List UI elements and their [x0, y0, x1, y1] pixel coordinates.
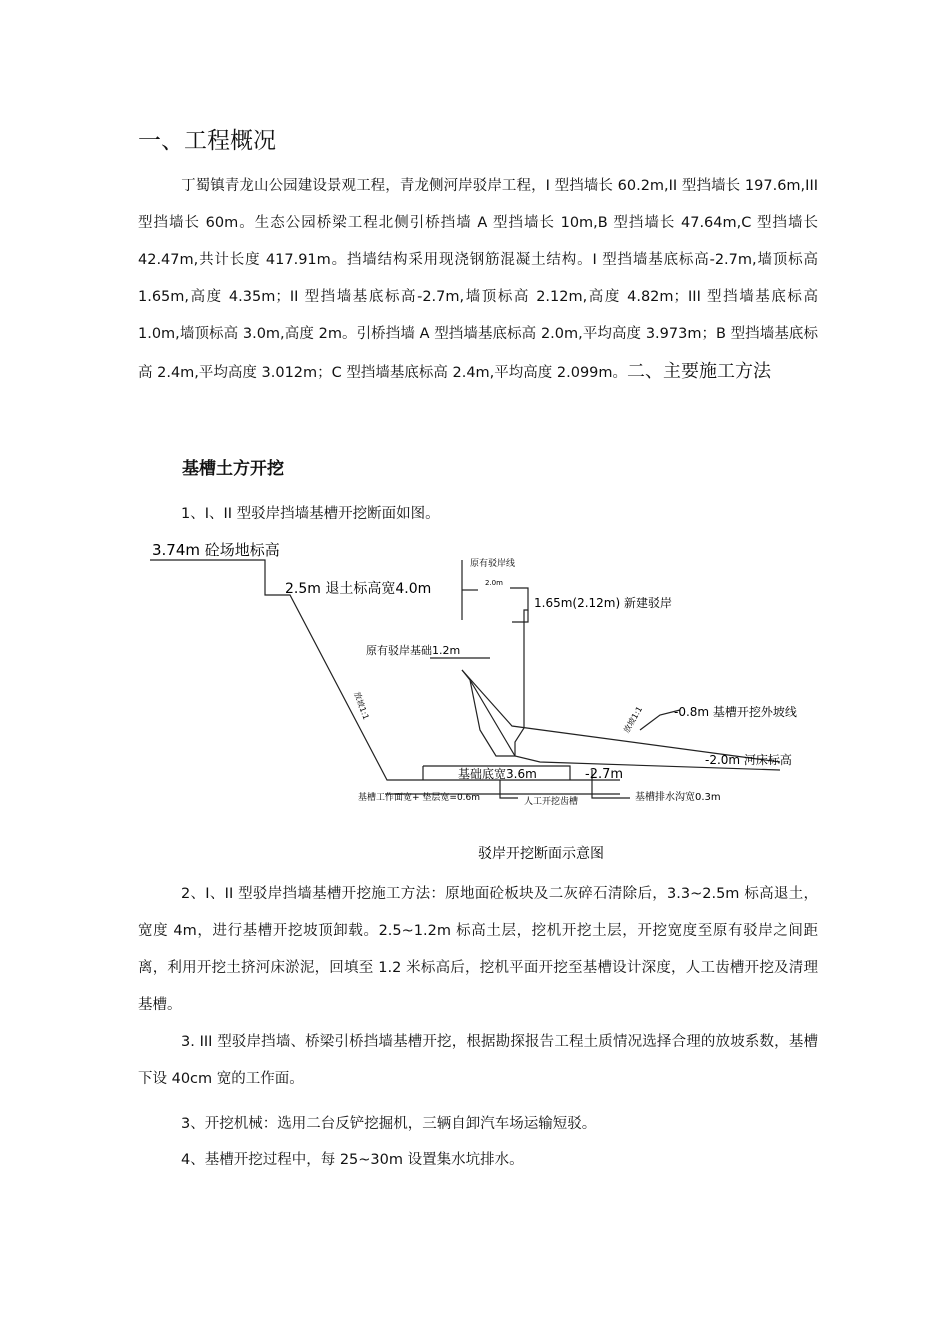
section-heading-methods: 二、主要施工方法 — [627, 361, 772, 382]
label-slope-left: 放坡1:1 — [352, 690, 371, 721]
label-riverbed: -2.0m 河床标高 — [705, 753, 792, 767]
excavation-section-figure — [140, 530, 820, 870]
label-base-elev: -2.7m — [585, 767, 624, 782]
label-slope-right: 放坡1:1 — [621, 704, 645, 735]
label-old-base: 原有驳岸基础1.2m — [366, 644, 461, 657]
label-dim-2m: 2.0m — [485, 579, 503, 587]
subheading-excavation: 基槽土方开挖 — [182, 459, 284, 479]
label-drain: 基槽排水沟宽0.3m — [635, 792, 721, 803]
item-3b: 3、开挖机械：选用二台反铲挖掘机，三辆自卸汽车场运输短驳。 — [181, 1116, 597, 1132]
item-2 — [138, 876, 818, 1024]
label-ground: 3.74m 砼场地标高 — [152, 541, 280, 559]
label-base-width: 基础底宽3.6m — [458, 767, 537, 781]
label-work-face: 基槽工作面宽+ 垫层宽=0.6m — [358, 793, 481, 803]
label-manual-trench: 人工开挖齿槽 — [524, 797, 579, 807]
figure-caption: 驳岸开挖断面示意图 — [478, 846, 604, 862]
label-new-wall: 1.65m(2.12m) 新建驳岸 — [534, 596, 672, 610]
item-3a-text: 3. III 型驳岸挡墙、桥梁引桥挡墙基槽开挖，根据勘探报告工程土质情况选择合理的放坡系数，基槽下设 40cm 宽的工作面。 — [138, 1034, 818, 1087]
overview-text: 丁蜀镇青龙山公园建设景观工程，青龙侧河岸驳岸工程，I 型挡墙长 60.2m,II 型挡墙长 197.6m,III 型挡墙长 60m。生态公园桥梁工程北侧引桥挡墙 A 型挡墙长 10m,B 型挡墙长 47.64m,C 型挡墙长 42.47m,共计长度 417.91m。挡墙结构采用现浇钢筋混凝土结构。I 型挡墙基底标高-2.7m,墙顶标高 1.65m,高度 4.35m；II 型挡墙基底标高-2.7m,墙顶标高 2.12m,高度 4.82m；III 型挡墙基底标高 1.0m,墙顶标高 3.0m,高度 2m。引桥挡墙 A 型挡墙基底标高 2.0m,平均高度 3.973m；B 型挡墙基底标高 2.4m,平均高度 3.012m；C 型挡墙基底标高 2.4m,平均高度 2.099m。 — [138, 178, 818, 381]
label-outer-slope: -0.8m 基槽开挖外坡线 — [674, 705, 797, 719]
item-1: 1、I、II 型驳岸挡墙基槽开挖断面如图。 — [181, 506, 440, 522]
item-4: 4、基槽开挖过程中，每 25~30m 设置集水坑排水。 — [181, 1152, 524, 1168]
item-2-text: 2、I、II 型驳岸挡墙基槽开挖施工方法：原地面砼板块及二灰碎石清除后，3.3~2.5m 标高退土，宽度 4m，进行基槽开挖坡顶卸载。2.5~1.2m 标高土层，挖机开挖土层，开挖宽度至原有驳岸之间距离，利用开挖土挤河床淤泥，回填至 1.2 米标高后，挖机平面开挖至基槽设计深度，人工齿槽开挖及清理基槽。 — [138, 886, 818, 1013]
label-retreat: 2.5m 退土标高宽4.0m — [285, 581, 432, 597]
overview-paragraph — [138, 168, 818, 392]
item-3a — [138, 1024, 818, 1098]
section-heading-overview: 一、工程概况 — [138, 128, 276, 154]
label-old-line: 原有驳岸线 — [470, 559, 516, 569]
